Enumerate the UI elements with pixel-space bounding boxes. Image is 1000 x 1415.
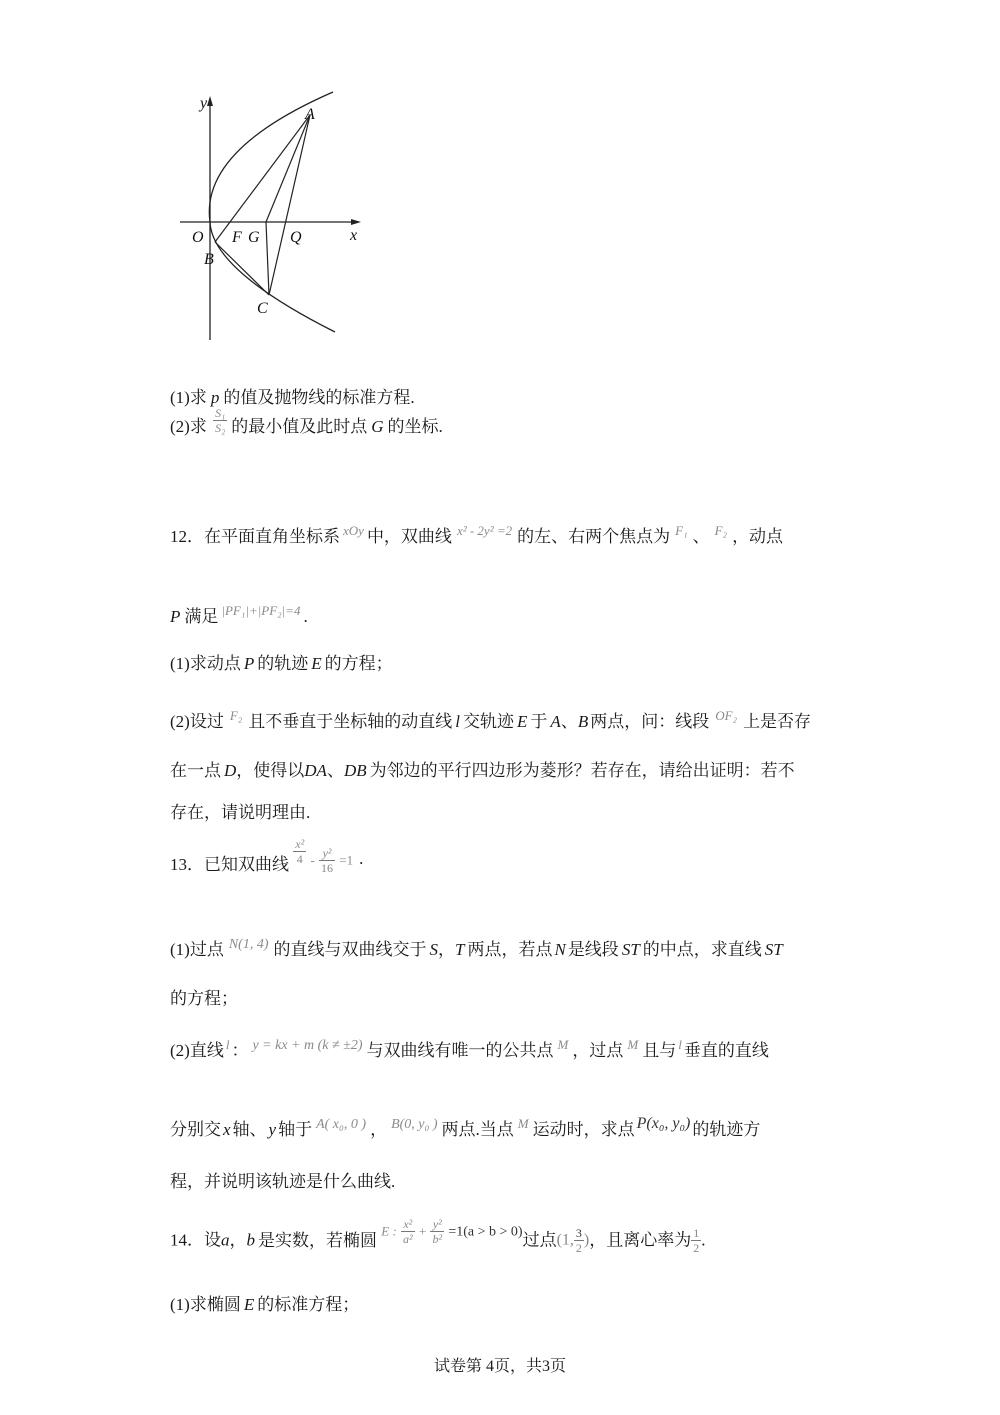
label-O: O [192, 229, 204, 246]
page-footer: 试卷第 4页，共3页 [433, 1358, 566, 1375]
q12-part1: (1)求动点 P 的轨迹 E 的方程； [170, 654, 393, 673]
q12-line2: P 满足 $^{|PF_1|+|PF_2|=4}$ . [170, 603, 308, 626]
q11-part1: (1)求 p 的值及抛物线的标准方程. [170, 388, 415, 407]
label-A: A [305, 106, 315, 123]
q12-part2-line3: 存在，请说明理由. [170, 803, 311, 822]
label-G: G [248, 229, 260, 246]
q14-part1: (1)求椭圆 E 的标准方程； [170, 1295, 360, 1314]
q14-line1: 14．设a，b 是实数，若椭圆 E : $\frac{\text{x²}}{\text{a²}}$ + $\frac{\text{y²}}{\text{b²}}$ =1(a > b > 0)过点(1, $\frac{3}{2}$ )，且离心率为 $\frac{1}{2}$ . [170, 1217, 706, 1255]
label-B: B [204, 251, 214, 268]
q13-part1-line1: (1)过点 $^{N(1, 4)}$ 的直线与双曲线交于 S，T 两点，若点 N 是线段 ST 的中点，求直线 ST [170, 937, 783, 959]
label-C: C [257, 300, 268, 317]
label-Q: Q [290, 229, 302, 246]
s1-over-s2-fraction: $\frac{\text{S₁}}{\text{S₂}}$ [215, 405, 226, 435]
q13-line1: 13．已知双曲线 $\frac{\text{x²}}{4}$ - $\frac{\text{y²}}{16}$ =1 . [170, 837, 364, 875]
label-x: x [350, 227, 358, 244]
label-y: y [200, 95, 208, 112]
q12-part2-line1: (2)设过 $^{F_2}$ 且不垂直于坐标轴的动直线 l 交轨迹 E 于 A、B 两点，问：线段 $^{OF_2}$ 上是否存 [170, 708, 812, 731]
q13-part2-line3: 程，并说明该轨迹是什么曲线. [170, 1172, 396, 1191]
parabola-figure [170, 90, 370, 350]
q12-part2-line2: 在一点 D，使得以DA、DB 为邻边的平行四边形为菱形？若存在，请给出证明：若不 [170, 761, 795, 780]
q11-part2: (2)求 $\frac{\text{S₁}}{\text{S₂}}$ 的最小值及此时点 G 的坐标. [170, 405, 443, 437]
q13-part2-line1: (2)直线 $^l$ ： $^{y = kx + m (k \ne \pm 2)}$ 与双曲线有唯一的公共点 $^M$ ，过点 $^M$ 且与 $^l$ 垂直的直线 [170, 1037, 769, 1060]
q13-part2-line2: 分别交 x 轴、 y 轴于 $^{A( x_0, 0 )}$ ， $^{B(0, y_0 )}$ 两点.当点 $^M$ 运动时，求点 $^{P(x_0, y_0)}$ 的轨迹方 [170, 1115, 761, 1139]
label-F: F [232, 229, 242, 246]
q12-line1: 12．在平面直角坐标系 $^{xOy}$ 中，双曲线 $^{x^2 - 2y^2 =2}$ 的左、右两个焦点为 $^{F_1}$ 、 $^{F_2}$ ，动点 [170, 523, 784, 546]
q13-part1-line2: 的方程； [170, 989, 238, 1008]
